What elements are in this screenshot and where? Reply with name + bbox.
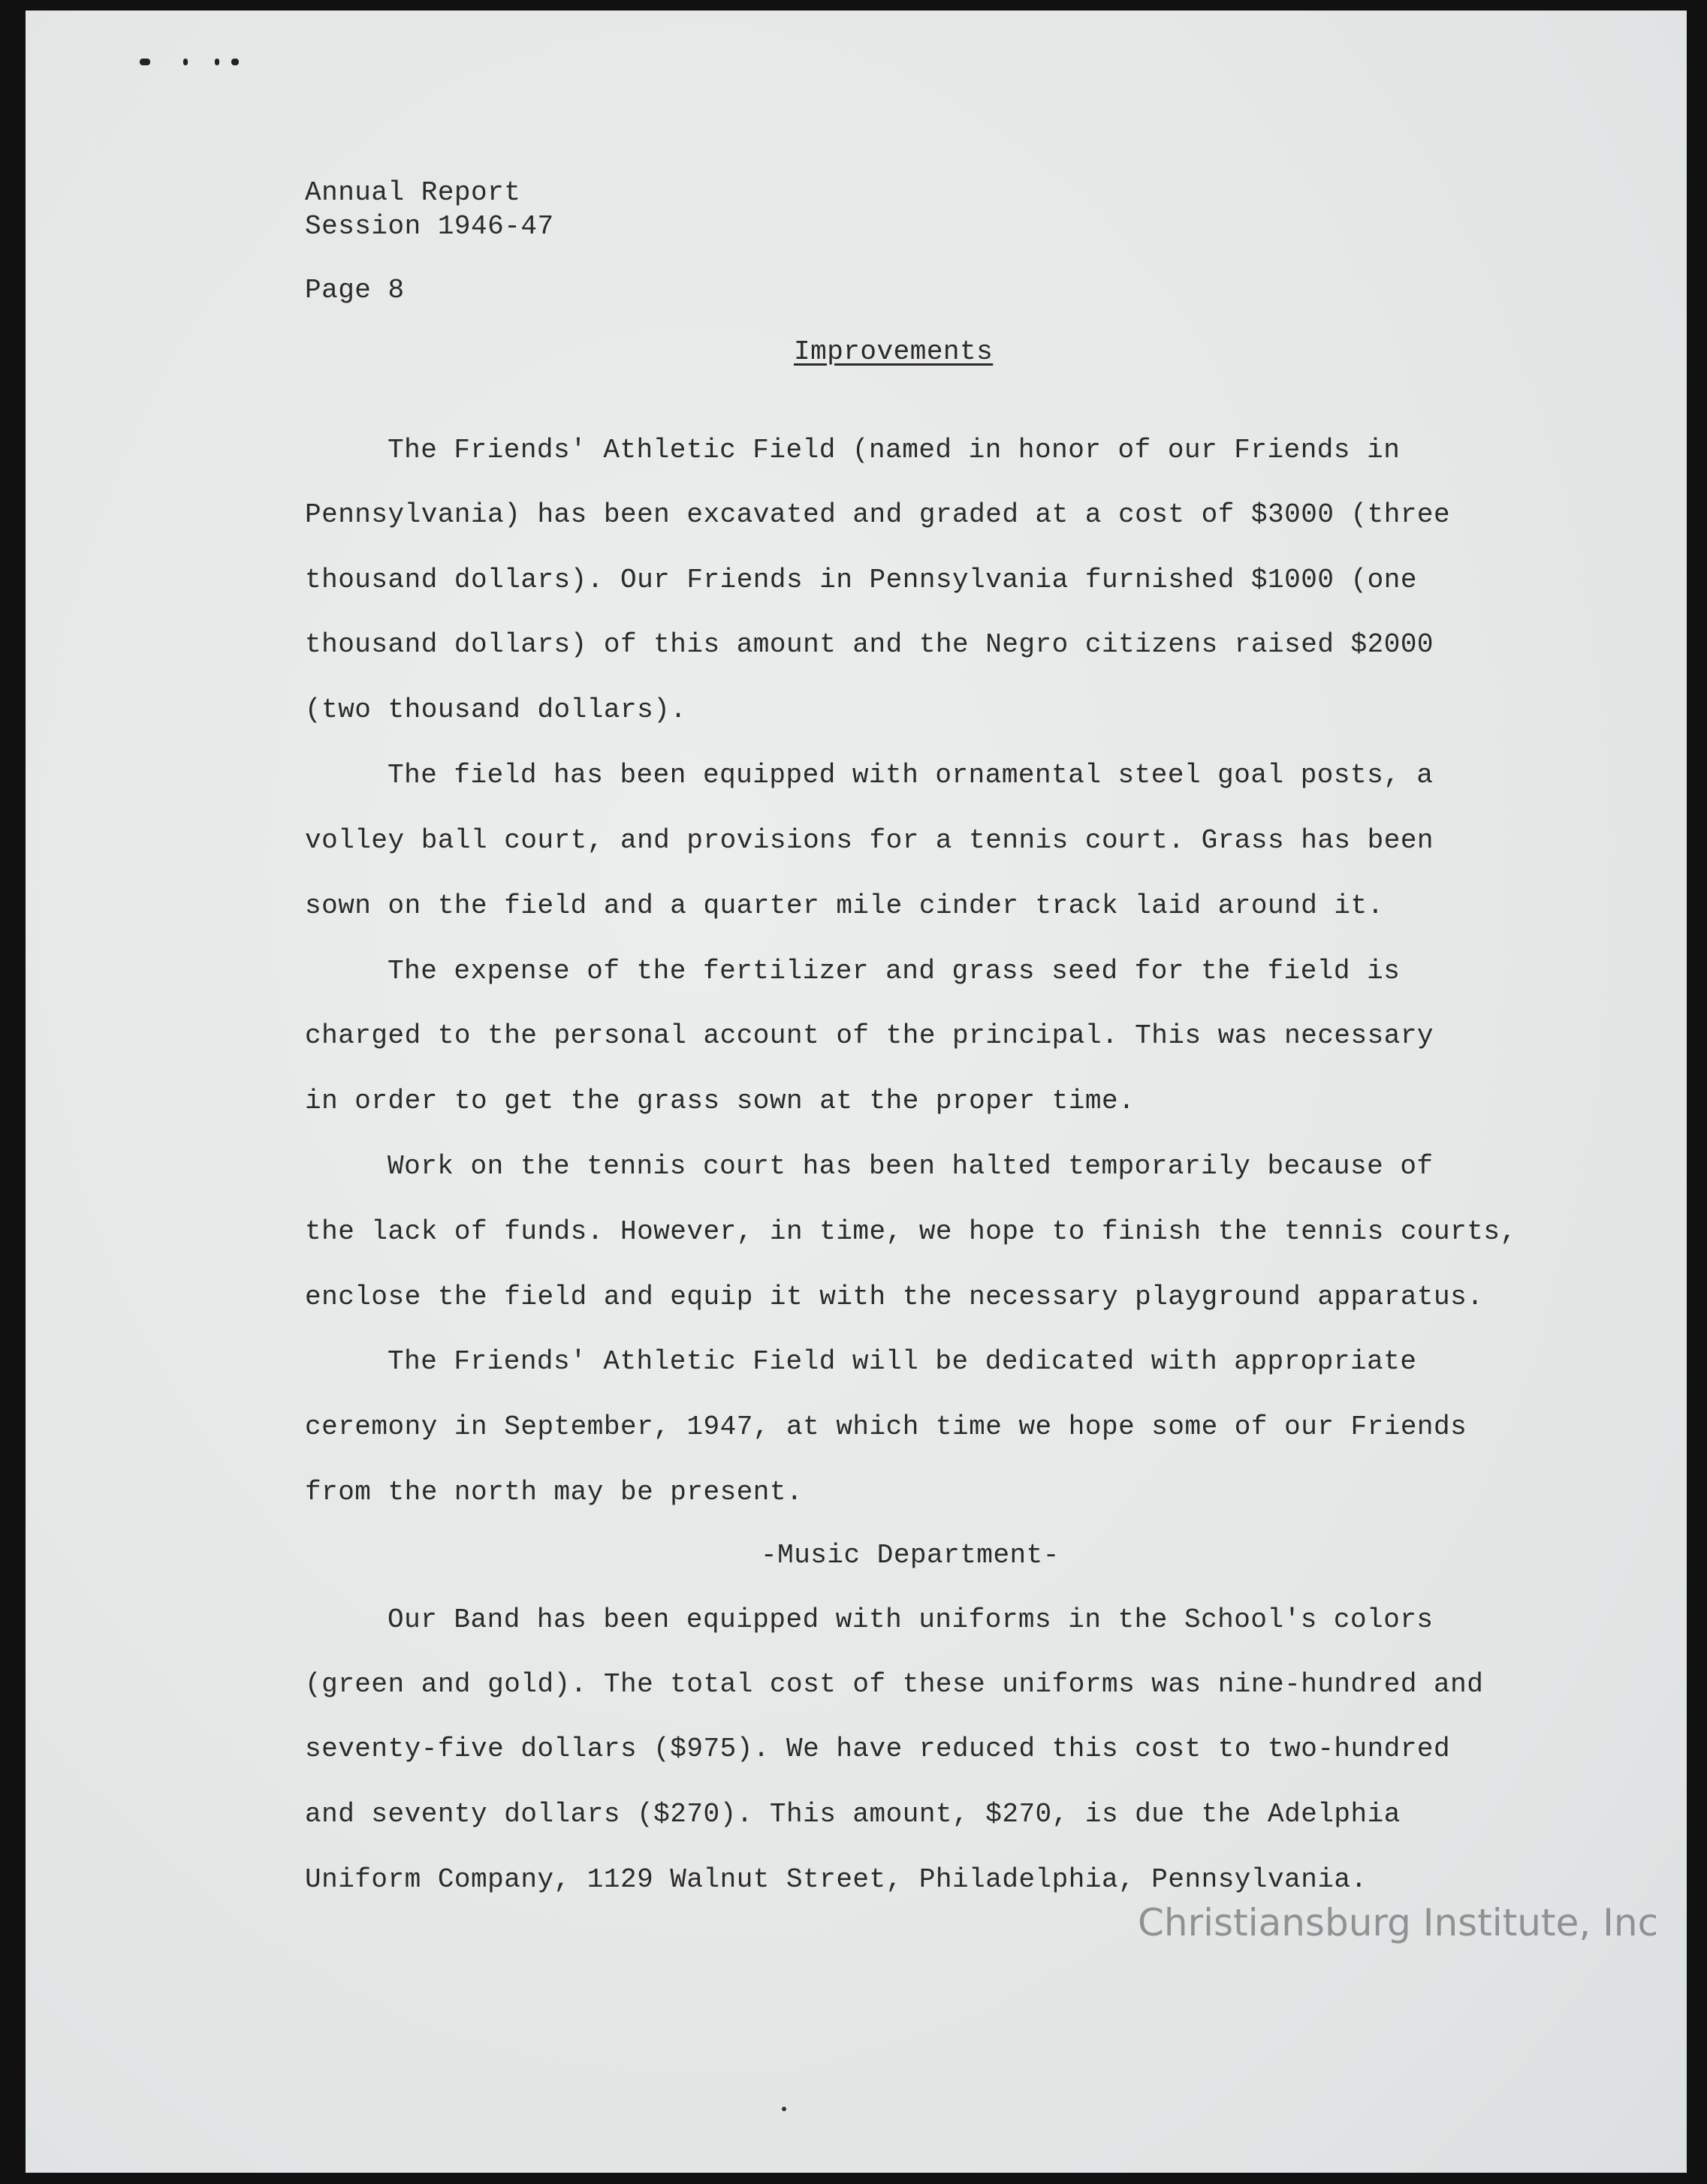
body-line: The Friends' Athletic Field will be dedicated with appropriate — [388, 1346, 1417, 1377]
body-line: and seventy dollars ($270). This amount, $270, is due the Adelphia — [305, 1799, 1401, 1830]
punch-mark — [231, 59, 239, 65]
body-line: volley ball court, and provisions for a tennis court. Grass has been — [305, 825, 1434, 856]
body-line: The field has been equipped with ornamental steel goal posts, a — [388, 760, 1434, 791]
punch-mark — [215, 59, 219, 65]
body-line: enclose the field and equip it with the necessary playground apparatus. — [305, 1282, 1484, 1312]
ink-speck — [782, 2107, 786, 2111]
body-line: sown on the field and a quarter mile cinder track laid around it. — [305, 890, 1384, 921]
body-line: charged to the personal account of the principal. This was necessary — [305, 1020, 1434, 1051]
punch-mark — [183, 59, 188, 65]
body-line: thousand dollars) of this amount and the Negro citizens raised $2000 — [305, 629, 1434, 660]
body-line: (two thousand dollars). — [305, 694, 687, 725]
body-line: Uniform Company, 1129 Walnut Street, Philadelphia, Pennsylvania. — [305, 1864, 1368, 1895]
body-line: The Friends' Athletic Field (named in honor of our Friends in — [388, 435, 1401, 465]
body-line: in order to get the grass sown at the proper time. — [305, 1086, 1135, 1116]
body-line: from the north may be present. — [305, 1477, 804, 1508]
page-number: Page 8 — [305, 275, 405, 306]
watermark: Christiansburg Institute, Inc — [1138, 1901, 1659, 1945]
body-line: The expense of the fertilizer and grass seed for the field is — [388, 956, 1401, 987]
body-line: Our Band has been equipped with uniforms in the School's colors — [388, 1604, 1434, 1635]
body-line: Work on the tennis court has been halted temporarily because of — [388, 1151, 1434, 1182]
section-title-improvements: Improvements — [794, 336, 994, 367]
body-line: ceremony in September, 1947, at which time we hope some of our Friends — [305, 1411, 1467, 1442]
body-line: thousand dollars). Our Friends in Pennsylvania furnished $1000 (one — [305, 565, 1417, 595]
body-line: Pennsylvania) has been excavated and graded at a cost of $3000 (three — [305, 499, 1451, 530]
body-line: (green and gold). The total cost of these uniforms was nine-hundred and — [305, 1669, 1484, 1700]
body-line: the lack of funds. However, in time, we hope to finish the tennis courts, — [305, 1216, 1517, 1247]
punch-mark — [140, 59, 150, 65]
report-session: Session 1946-47 — [305, 211, 554, 242]
section-title-music: -Music Department- — [761, 1540, 1060, 1571]
report-title: Annual Report — [305, 177, 521, 208]
body-line: seventy-five dollars ($975). We have reduced this cost to two-hundred — [305, 1734, 1451, 1764]
